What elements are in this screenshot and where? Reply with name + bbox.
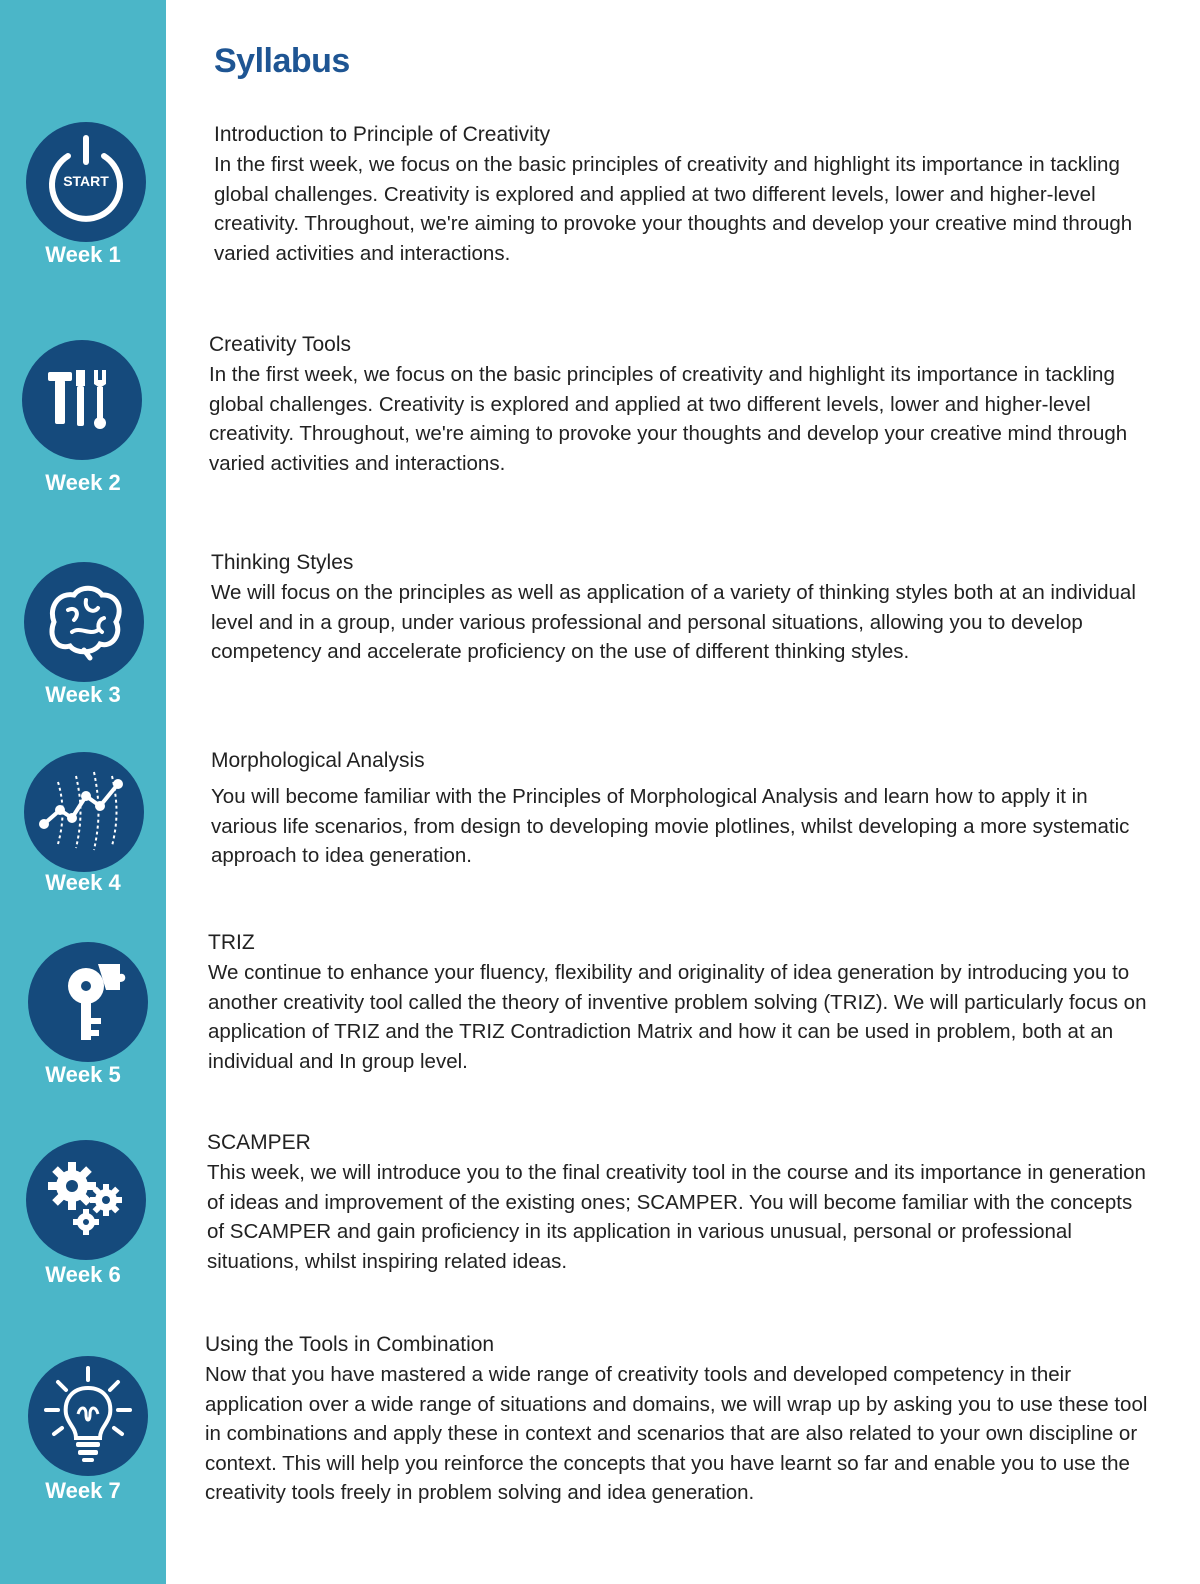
week-label: Week 3 (45, 682, 121, 707)
section-body: This week, we will introduce you to the final creativity tool in the course and its importance in generation of ideas and improvement of the existing ones; SCAMPER. You will become familiar with the concepts of SCAMPER and gain proficiency in its application in various unusual, personal or professional situations, whilst inspiring related ideas. (207, 1161, 1146, 1273)
week-7-section (205, 1330, 1150, 1508)
week-4-section (211, 746, 1156, 871)
section-body: We will focus on the principles as well as application of a variety of thinking styles both at an individual level and in a group, under various professional and personal situations, allowing you to develop competency and accelerate proficiency on the use of different thinking styles. (211, 581, 1136, 664)
week-6-section (207, 1128, 1152, 1276)
section-title: Using the Tools in Combination (205, 1333, 495, 1356)
svg-text:START: START (63, 173, 109, 189)
week-label: Week 4 (45, 870, 121, 895)
page-title: Syllabus (214, 42, 350, 80)
week-3-section (211, 548, 1156, 667)
week-label: Week 7 (45, 1478, 121, 1503)
week-label: Week 5 (45, 1062, 121, 1087)
section-body: We continue to enhance your fluency, flexibility and originality of idea generation by introducing you to another creativity tool called the theory of inventive problem solving (TRIZ). We will particularly focus on application of TRIZ and the TRIZ Contradiction Matrix and how it can be used in problem, both at an individual and In group level. (208, 961, 1147, 1073)
week-5-section (208, 928, 1153, 1076)
section-body: In the first week, we focus on the basic principles of creativity and highlight its importance in tackling global challenges. Creativity is explored and applied at two different levels, lower and higher-level creativity. Throughout, we're aiming to provoke your thoughts and develop your creative mind through varied activities and interactions. (214, 153, 1133, 265)
week-label: Week 2 (45, 470, 121, 495)
section-title: Thinking Styles (211, 551, 354, 574)
section-body: In the first week, we focus on the basic principles of creativity and highlight its importance in tackling global challenges. Creativity is explored and applied at two different levels, lower and higher-level creativity. Throughout, we're aiming to provoke your thoughts and develop your creative mind through varied activities and interactions. (209, 363, 1128, 475)
section-body: Now that you have mastered a wide range of creativity tools and developed competency in their application over a wide range of situations and domains, we will wrap up by asking you to use these tool in combinations and apply these in context and scenarios that are also related to your own discipline or context. This will help you reinforce the concepts that you have learnt so far and enable you to use the creativity tools freely in problem solving and idea generation. (205, 1363, 1148, 1505)
section-title: Creativity Tools (209, 333, 351, 356)
section-title: Introduction to Principle of Creativity (214, 123, 551, 146)
section-body: You will become familiar with the Principles of Morphological Analysis and learn how to apply it in various life scenarios, from design to developing movie plotlines, whilst developing a more systematic approach to idea generation. (211, 785, 1130, 868)
section-title: TRIZ (208, 931, 255, 954)
week-label: Week 1 (45, 242, 121, 267)
section-title: Morphological Analysis (211, 749, 425, 772)
section-title: SCAMPER (207, 1131, 311, 1154)
week-2-section (209, 330, 1154, 478)
week-1-section (214, 120, 1159, 268)
week-label: Week 6 (45, 1262, 121, 1287)
